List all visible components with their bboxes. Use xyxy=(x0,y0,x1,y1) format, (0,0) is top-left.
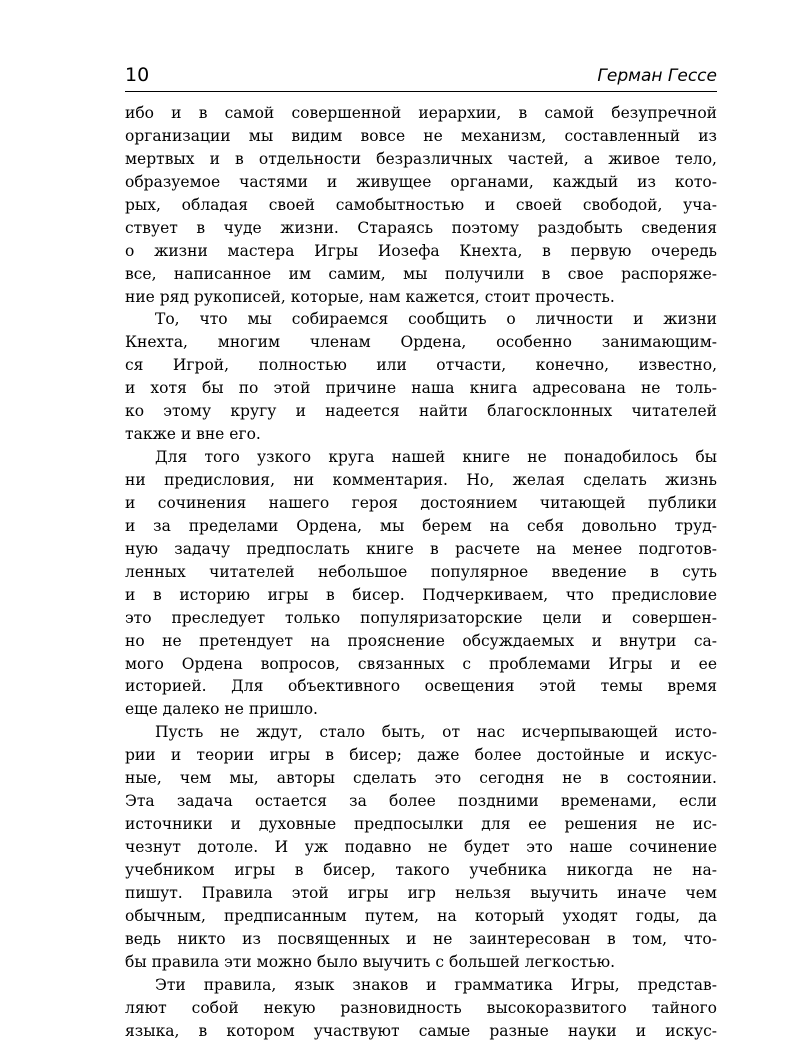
text-line: также и вне его. xyxy=(125,423,717,446)
text-line: все, написанное им самим, мы получили в свое распоряже- xyxy=(125,263,717,286)
text-line: То, что мы собираемся сообщить о личности и жизни xyxy=(125,308,717,331)
text-line: языка, в котором участвуют самые разные науки и искус- xyxy=(125,1020,717,1042)
text-line: мого Ордена вопросов, связанных с проблемами Игры и ее xyxy=(125,653,717,676)
text-line: ибо и в самой совершенной иерархии, в самой безупречной xyxy=(125,102,717,125)
text-line: еще далеко не пришло. xyxy=(125,698,717,721)
text-line: чезнут дотоле. И уж подавно не будет это наше сочинение xyxy=(125,836,717,859)
text-line: ляют собой некую разновидность высокоразвитого тайного xyxy=(125,997,717,1020)
text-line: учебником игры в бисер, такого учебника никогда не на- xyxy=(125,859,717,882)
text-line: ведь никто из посвященных и не заинтересован в том, что- xyxy=(125,928,717,951)
text-line: ние ряд рукописей, которые, нам кажется, стоит прочесть. xyxy=(125,286,717,309)
running-head-author: Герман Гессе xyxy=(597,66,717,86)
text-line: ко этому кругу и надеется найти благосклонных читателей xyxy=(125,400,717,423)
page-header xyxy=(125,62,717,94)
text-line: ся Игрой, полностью или отчасти, конечно, известно, xyxy=(125,354,717,377)
text-line: Кнехта, многим членам Ордена, особенно занимающим- xyxy=(125,331,717,354)
text-line: ни предисловия, ни комментария. Но, желая сделать жизнь xyxy=(125,469,717,492)
text-line: это преследует только популяризаторские цели и совершен- xyxy=(125,607,717,630)
text-line: и в историю игры в бисер. Подчеркиваем, что предисловие xyxy=(125,584,717,607)
text-line: и сочинения нашего героя достоянием читающей публики xyxy=(125,492,717,515)
text-line: ленных читателей небольшое популярное введение в суть xyxy=(125,561,717,584)
text-line: бы правила эти можно было выучить с большей легкостью. xyxy=(125,951,717,974)
text-line: рых, обладая своей самобытностью и своей свободой, уча- xyxy=(125,194,717,217)
body-text xyxy=(125,102,717,1042)
text-line: рии и теории игры в бисер; даже более достойные и искус- xyxy=(125,744,717,767)
text-line: и хотя бы по этой причине наша книга адресована не толь- xyxy=(125,377,717,400)
text-line: историей. Для объективного освещения этой темы время xyxy=(125,675,717,698)
text-line: образуемое частями и живущее органами, каждый из кото- xyxy=(125,171,717,194)
text-line: ствует в чуде жизни. Стараясь поэтому раздобыть сведения xyxy=(125,217,717,240)
header-rule xyxy=(125,91,717,92)
text-line: ную задачу предпослать книге в расчете на менее подготов- xyxy=(125,538,717,561)
text-line: организации мы видим вовсе не механизм, составленный из xyxy=(125,125,717,148)
text-line: Эти правила, язык знаков и грамматика Игры, представ- xyxy=(125,974,717,997)
text-line: мертвых и в отдельности безразличных частей, а живое тело, xyxy=(125,148,717,171)
text-line: и за пределами Ордена, мы берем на себя довольно труд- xyxy=(125,515,717,538)
text-line: источники и духовные предпосылки для ее решения не ис- xyxy=(125,813,717,836)
text-line: обычным, предписанным путем, на который уходят годы, да xyxy=(125,905,717,928)
text-line: Для того узкого круга нашей книге не понадобилось бы xyxy=(125,446,717,469)
text-line: о жизни мастера Игры Иозефа Кнехта, в первую очередь xyxy=(125,240,717,263)
text-line: пишут. Правила этой игры игр нельзя выучить иначе чем xyxy=(125,882,717,905)
text-line: Пусть не ждут, стало быть, от нас исчерпывающей исто- xyxy=(125,721,717,744)
text-line: ные, чем мы, авторы сделать это сегодня не в состоянии. xyxy=(125,767,717,790)
page-number: 10 xyxy=(125,64,149,86)
text-line: Эта задача остается за более поздними временами, если xyxy=(125,790,717,813)
text-line: но не претендует на прояснение обсуждаемых и внутри са- xyxy=(125,630,717,653)
